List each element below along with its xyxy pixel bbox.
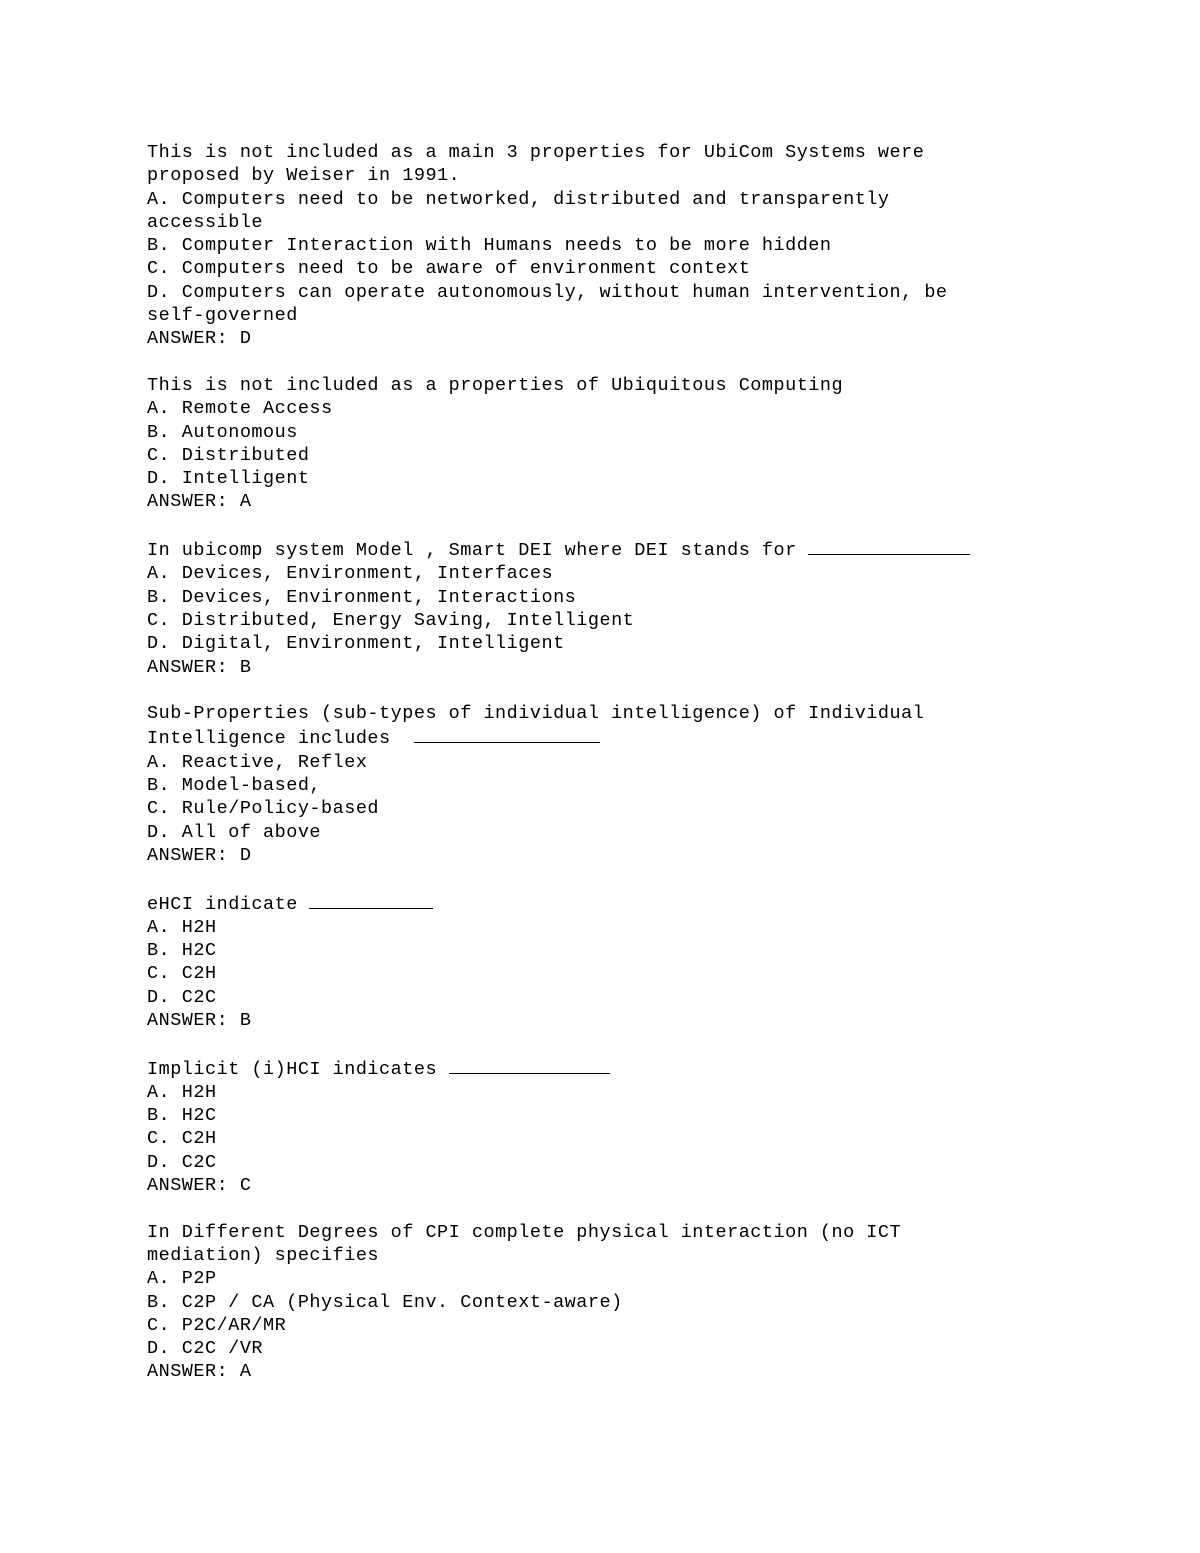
- fill-in-blank: [808, 537, 969, 555]
- answer-key: ANSWER: B: [147, 656, 252, 678]
- question-block: [147, 702, 1047, 867]
- answer-option: A. Remote Access: [147, 398, 333, 420]
- answer-option: A. H2H: [147, 1081, 217, 1103]
- question-stem-text: This is not included as a properties of Ubiquitous Computing: [147, 374, 844, 396]
- question-stem-text: Intelligence includes: [147, 728, 414, 750]
- answer-option: A. Computers need to be networked, distributed and transparently: [147, 188, 890, 210]
- answer-option: A. H2H: [147, 916, 217, 938]
- answer-option: self-governed: [147, 305, 298, 327]
- answer-option: D. C2C: [147, 986, 217, 1008]
- question-stem-line: [147, 725, 1047, 750]
- answer-option: A. P2P: [147, 1268, 217, 1290]
- question-stem-line: [147, 702, 1047, 725]
- question-block: [147, 1221, 1047, 1384]
- question-stem-line: [147, 537, 1047, 562]
- answer-key: ANSWER: A: [147, 491, 252, 513]
- answer-option: accessible: [147, 211, 264, 233]
- question-stem-text: proposed by Weiser in 1991.: [147, 165, 461, 187]
- answer-option: C. P2C/AR/MR: [147, 1314, 287, 1336]
- answer-option: B. H2C: [147, 940, 217, 962]
- fill-in-blank: [309, 891, 433, 909]
- answer-option: B. H2C: [147, 1105, 217, 1127]
- answer-option: C. Distributed, Energy Saving, Intelligent: [147, 609, 635, 631]
- question-block: [147, 891, 1047, 1033]
- answer-option: D. Digital, Environment, Intelligent: [147, 633, 565, 655]
- answer-option: B. Autonomous: [147, 421, 298, 443]
- answer-option: C. C2H: [147, 1128, 217, 1150]
- question-stem-text: mediation) specifies: [147, 1244, 380, 1266]
- question-stem-line: [147, 164, 1047, 187]
- answer-option: A. Reactive, Reflex: [147, 751, 368, 773]
- question-stem-text: In ubicomp system Model , Smart DEI where DEI stands for: [147, 540, 809, 562]
- answer-option: B. C2P / CA (Physical Env. Context-aware): [147, 1291, 623, 1313]
- question-stem-text: Sub-Properties (sub-types of individual intelligence) of Individual: [147, 703, 925, 725]
- question-block: [147, 374, 1047, 514]
- question-stem-line: [147, 891, 1047, 916]
- question-stem-text: eHCI indicate: [147, 893, 310, 915]
- answer-option: C. Computers need to be aware of environment context: [147, 258, 751, 280]
- answer-option: A. Devices, Environment, Interfaces: [147, 563, 554, 585]
- answer-option: C. Distributed: [147, 444, 310, 466]
- question-block: [147, 141, 1047, 351]
- question-stem-line: [147, 1056, 1047, 1081]
- answer-key: ANSWER: D: [147, 844, 252, 866]
- answer-option: C. C2H: [147, 963, 217, 985]
- answer-option: D. C2C: [147, 1151, 217, 1173]
- answer-option: D. Computers can operate autonomously, without human intervention, be: [147, 281, 948, 303]
- answer-option: B. Devices, Environment, Interactions: [147, 586, 577, 608]
- answer-option: C. Rule/Policy-based: [147, 798, 380, 820]
- question-block: [147, 537, 1047, 679]
- question-stem-text: In Different Degrees of CPI complete physical interaction (no ICT: [147, 1221, 902, 1243]
- answer-key: ANSWER: A: [147, 1361, 252, 1383]
- answer-option: D. C2C /VR: [147, 1338, 264, 1360]
- question-stem-line: [147, 141, 1047, 164]
- question-stem-line: [147, 374, 1047, 397]
- fill-in-blank: [414, 725, 600, 743]
- answer-option: B. Computer Interaction with Humans needs to be more hidden: [147, 235, 832, 257]
- document-body: [147, 141, 1047, 1407]
- question-stem-line: [147, 1244, 1047, 1267]
- question-stem-line: [147, 1221, 1047, 1244]
- answer-key: ANSWER: B: [147, 1009, 252, 1031]
- answer-option: D. Intelligent: [147, 468, 310, 490]
- question-stem-text: This is not included as a main 3 properties for UbiCom Systems were: [147, 142, 925, 163]
- question-block: [147, 1056, 1047, 1198]
- answer-option: D. All of above: [147, 821, 322, 843]
- answer-key: ANSWER: C: [147, 1175, 252, 1197]
- fill-in-blank: [449, 1056, 610, 1074]
- answer-key: ANSWER: D: [147, 328, 252, 350]
- question-stem-text: Implicit (i)HCI indicates: [147, 1058, 449, 1080]
- answer-option: B. Model-based,: [147, 775, 322, 797]
